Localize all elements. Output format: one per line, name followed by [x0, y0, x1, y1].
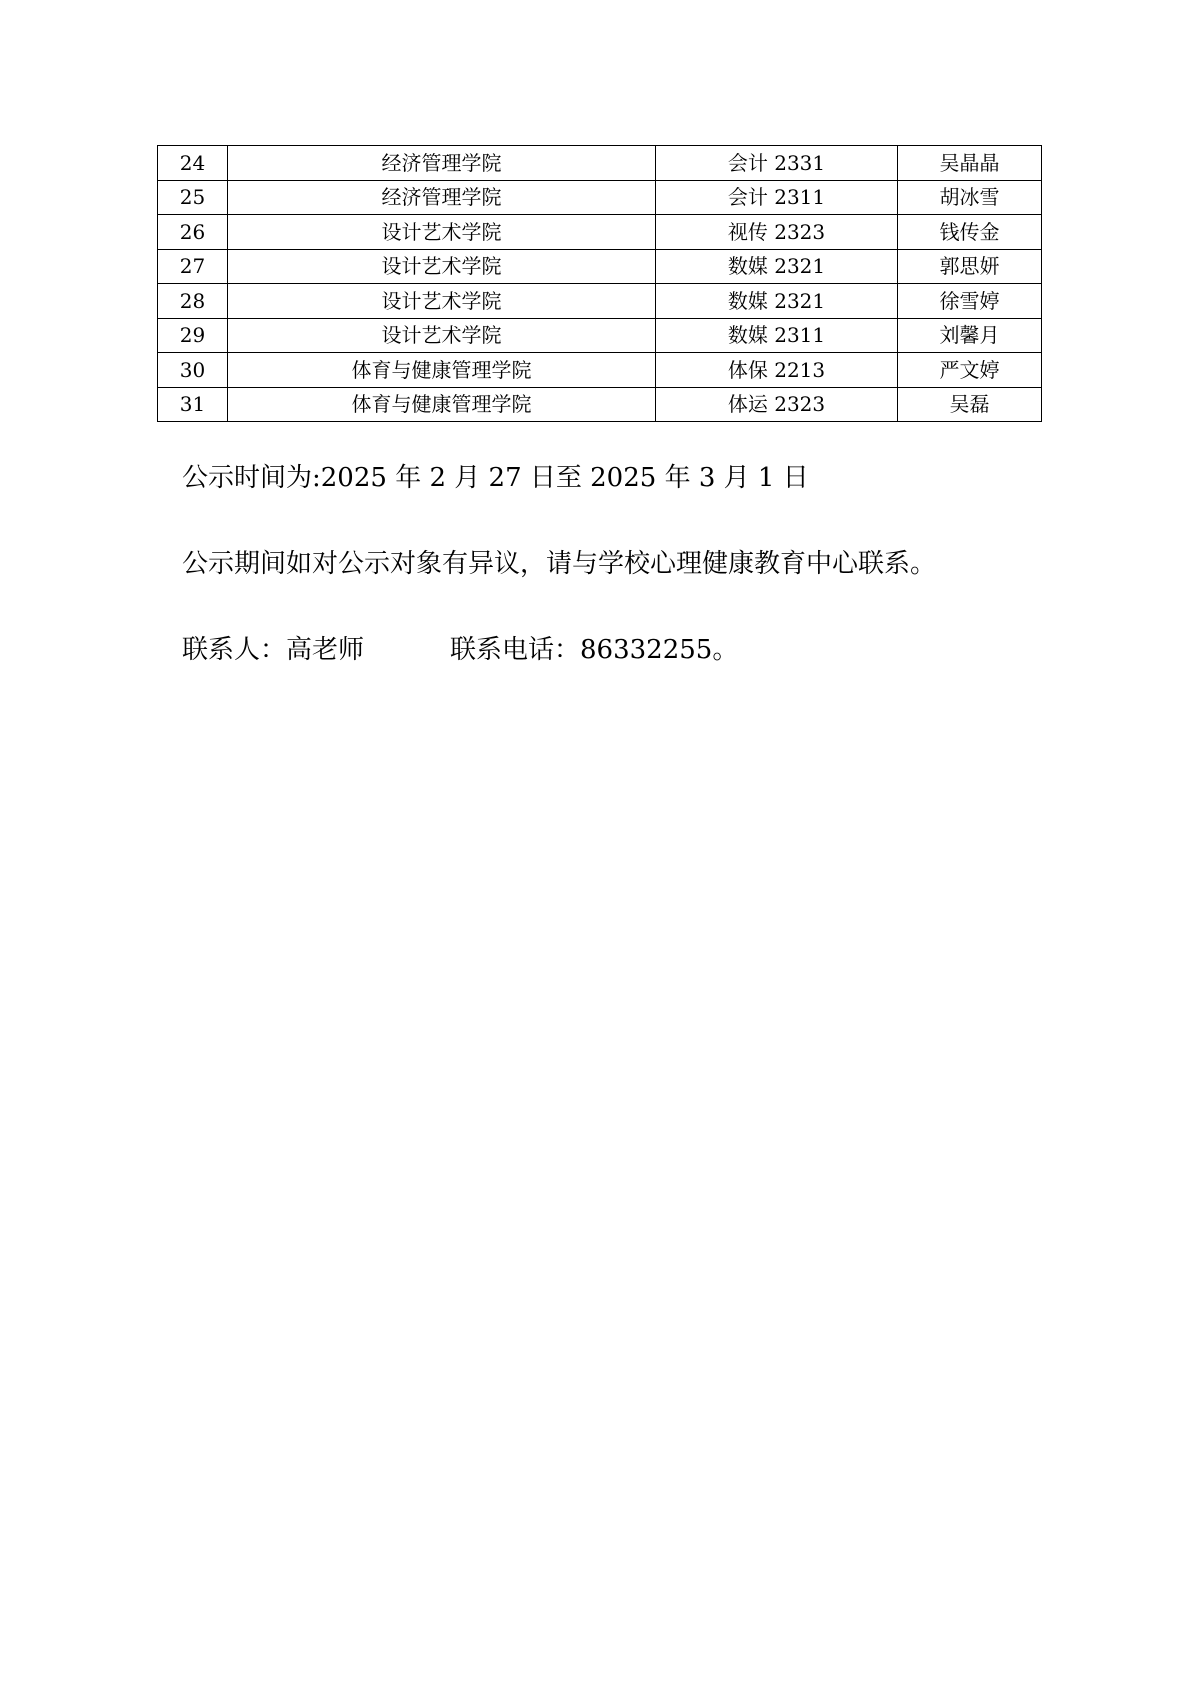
- contact-person: 联系人：高老师: [182, 635, 365, 665]
- row-number: 27: [158, 249, 228, 284]
- college-name: 设计艺术学院: [228, 318, 656, 353]
- row-number: 29: [158, 318, 228, 353]
- class-name: 数媒 2311: [656, 318, 898, 353]
- class-name: 视传 2323: [656, 215, 898, 250]
- college-name: 体育与健康管理学院: [228, 387, 656, 422]
- class-name: 体保 2213: [656, 353, 898, 388]
- class-name: 数媒 2321: [656, 249, 898, 284]
- table-row: [158, 146, 1042, 181]
- class-name: 会计 2331: [656, 146, 898, 181]
- table-row: [158, 387, 1042, 422]
- publicity-period: 公示时间为:2025 年 2 月 27 日至 2025 年 3 月 1 日: [182, 463, 809, 493]
- roster-table: [157, 145, 1042, 422]
- row-number: 25: [158, 180, 228, 215]
- row-number: 31: [158, 387, 228, 422]
- row-number: 24: [158, 146, 228, 181]
- student-name: 徐雪婷: [898, 284, 1042, 319]
- contact-phone: 联系电话：86332255。: [450, 635, 739, 665]
- class-name: 体运 2323: [656, 387, 898, 422]
- contact-line: [182, 634, 738, 666]
- table-row: [158, 284, 1042, 319]
- table-row: [158, 318, 1042, 353]
- table-row: [158, 180, 1042, 215]
- student-name: 吴晶晶: [898, 146, 1042, 181]
- college-name: 设计艺术学院: [228, 284, 656, 319]
- college-name: 体育与健康管理学院: [228, 353, 656, 388]
- student-name: 胡冰雪: [898, 180, 1042, 215]
- table-row: [158, 353, 1042, 388]
- college-name: 经济管理学院: [228, 180, 656, 215]
- college-name: 设计艺术学院: [228, 215, 656, 250]
- row-number: 26: [158, 215, 228, 250]
- table-row: [158, 249, 1042, 284]
- student-name: 刘馨月: [898, 318, 1042, 353]
- table-row: [158, 215, 1042, 250]
- college-name: 经济管理学院: [228, 146, 656, 181]
- college-name: 设计艺术学院: [228, 249, 656, 284]
- student-name: 钱传金: [898, 215, 1042, 250]
- row-number: 30: [158, 353, 228, 388]
- student-name: 吴磊: [898, 387, 1042, 422]
- class-name: 会计 2311: [656, 180, 898, 215]
- student-name: 严文婷: [898, 353, 1042, 388]
- objection-notice: 公示期间如对公示对象有异议，请与学校心理健康教育中心联系。: [182, 549, 937, 579]
- class-name: 数媒 2321: [656, 284, 898, 319]
- student-name: 郭思妍: [898, 249, 1042, 284]
- row-number: 28: [158, 284, 228, 319]
